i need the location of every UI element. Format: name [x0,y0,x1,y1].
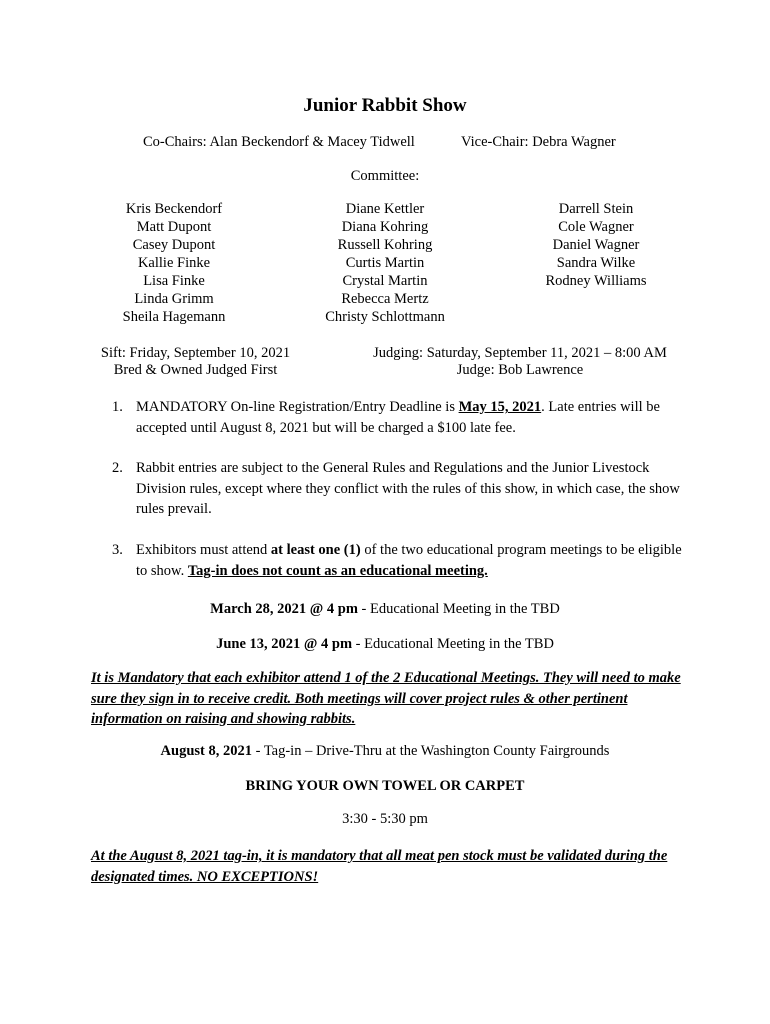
judging-date: Judging: Saturday, September 11, 2021 – 8:00 AM [373,345,667,361]
committee-member: Diane Kettler [345,201,425,217]
judging-info [360,345,680,379]
committee-member: Christy Schlottmann [325,309,445,325]
co-chairs: Co-Chairs: Alan Beckendorf & Macey Tidwell [143,134,415,150]
committee-member: Rodney Williams [545,273,647,289]
mandatory-notice: It is Mandatory that each exhibitor attend 1 of the 2 Educational Meetings. They will need to make sure they sign in to receive credit. Both meetings will cover project rules & other pertinent information on raising and showing rabbits. [91,670,681,727]
list-text: Rabbit entries are subject to the General Rules and Regulations and the Junior Livestock Division rules, except where they conflict with the rules of this show, in which case, the show rules prevail. [136,460,680,517]
committee-member: Linda Grimm [134,291,214,307]
validation-notice: At the August 8, 2021 tag-in, it is mandatory that all meat pen stock must be validated during the designated times. NO EXCEPTIONS! [91,848,668,885]
committee-column-3 [516,200,676,290]
committee-member: Darrell Stein [558,201,634,217]
committee-member: Sandra Wilke [556,255,636,271]
committee-column-1 [94,200,254,326]
committee-member: Cole Wagner [558,219,634,235]
committee-column-2 [305,200,465,326]
meeting-2: June 13, 2021 @ 4 pm - Educational Meeting in the TBD [216,636,554,652]
deadline-date: May 15, 2021 [458,399,542,415]
committee-member: Rebecca Mertz [341,291,429,307]
sift-date: Sift: Friday, September 10, 2021 [100,345,291,361]
committee-member: Lisa Finke [143,273,205,289]
sift-info [88,345,303,379]
committee-label: Committee: [350,168,420,184]
tag-in-event: August 8, 2021 - Tag-in – Drive-Thru at the Washington County Fairgrounds [160,743,610,759]
list-number: 3. [112,542,123,558]
committee-member: Casey Dupont [132,237,216,253]
tag-in-note: Tag-in does not count as an educational meeting. [187,562,488,579]
list-number: 1. [112,399,123,415]
committee-member: Kris Beckendorf [125,201,223,217]
committee-member: Kallie Finke [137,255,211,271]
committee-member: Daniel Wagner [552,237,640,253]
list-text: Exhibitors must attend at least one (1) of the two educational program meetings to be eligible to show. Tag-in does not count as an educational meeting. [136,542,682,579]
tag-in-time: 3:30 - 5:30 pm [342,811,428,827]
committee-member: Diana Kohring [341,219,429,235]
page-title: Junior Rabbit Show [303,95,467,116]
committee-member: Sheila Hagemann [122,309,226,325]
committee-member: Crystal Martin [342,273,428,289]
towel-notice: BRING YOUR OWN TOWEL OR CARPET [245,778,525,794]
judge-name: Judge: Bob Lawrence [456,362,584,378]
sift-note: Bred & Owned Judged First [113,362,278,378]
meeting-1: March 28, 2021 @ 4 pm - Educational Meeting in the TBD [210,601,560,617]
list-text: MANDATORY On-line Registration/Entry Deadline is May 15, 2021. Late entries will be accepted until August 8, 2021 but will be charged a $100 late fee. [136,399,660,436]
committee-member: Curtis Martin [345,255,425,271]
committee-member: Matt Dupont [136,219,212,235]
committee-member: Russell Kohring [337,237,433,253]
list-number: 2. [112,460,123,476]
vice-chair: Vice-Chair: Debra Wagner [461,134,616,150]
